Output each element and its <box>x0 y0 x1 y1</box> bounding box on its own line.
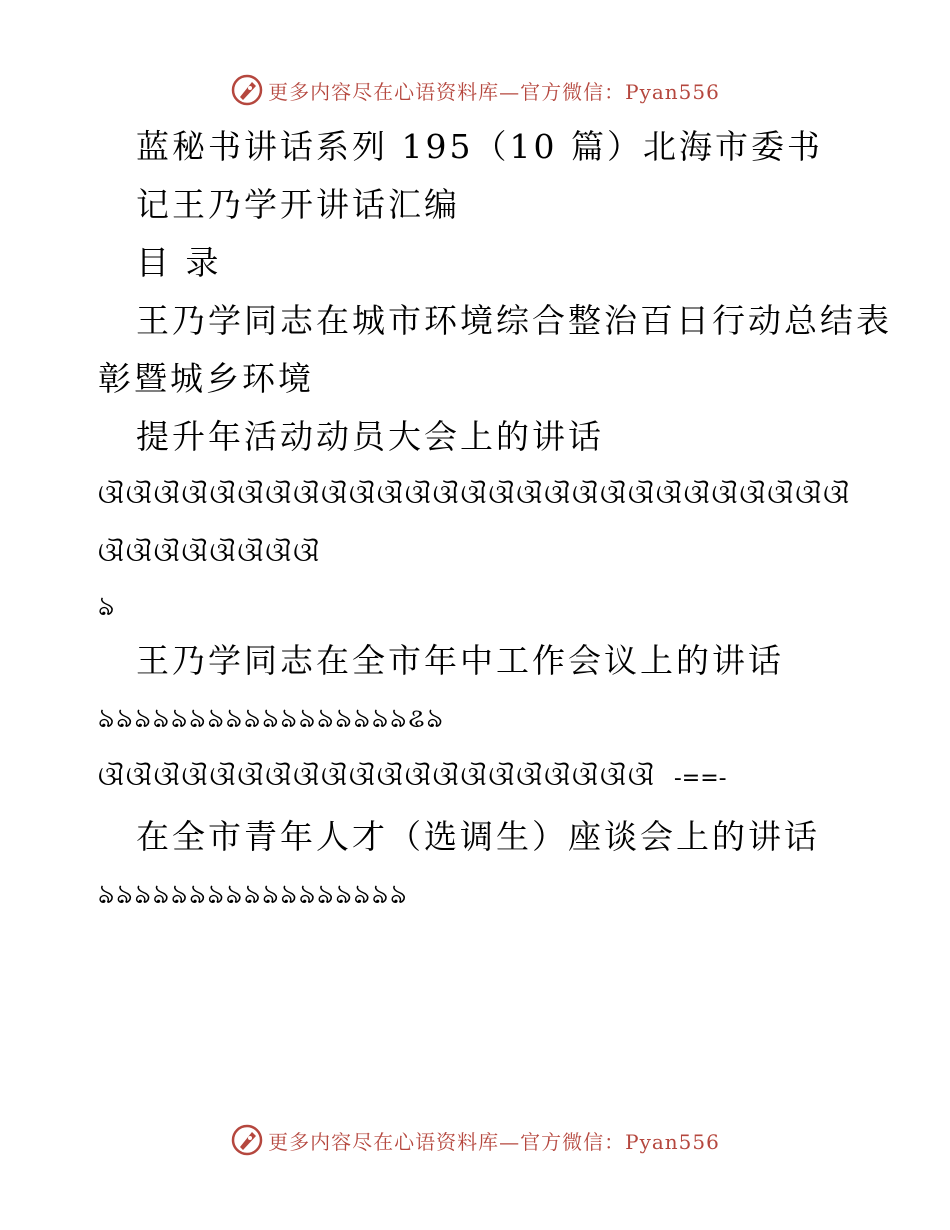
document-title-line-1: 蓝秘书讲话系列 195（10 篇）北海市委书 <box>136 127 823 166</box>
document-body <box>98 118 892 924</box>
page-header-banner <box>0 70 950 110</box>
toc-leader-1: ଔଔଔଔଔଔଔଔଔଔଔଔଔଔଔଔଔଔଔଔଔଔଔଔଔଔଔଔଔଔଔଔଔଔଔ <box>98 479 852 568</box>
toc-entry-1-line-3: 提升年活动动员大会上的讲话 <box>136 417 604 456</box>
page-footer-banner <box>0 1120 950 1160</box>
toc-entry-2: 王乃学同志在全市年中工作会议上的讲话 <box>136 641 784 680</box>
toc-leader-2b <box>98 748 858 808</box>
page-marker: -==- <box>673 766 727 791</box>
footer-banner-text: 更多内容尽在心语资料库—官方微信：Pyan556 <box>268 1129 720 1154</box>
header-banner-text: 更多内容尽在心语资料库—官方微信：Pyan556 <box>268 79 720 104</box>
toc-leader-3: ঌঌঌঌঌঌঌঌঌঌঌঌঌঌঌঌঌ <box>98 879 409 910</box>
toc-heading: 目 录 <box>136 243 222 282</box>
document-title-line-2: 记王乃学开讲话汇编 <box>136 185 460 224</box>
pen-nib-logo-icon <box>230 1123 264 1157</box>
toc-leader-2b-glyphs: ଔଔଔଔଔଔଔଔଔଔଔଔଔଔଔଔଔଔଔଔ <box>98 761 656 792</box>
toc-leader-2a: ঌঌঌঌঌঌঌঌঌঌঌঌঌঌঌঌঌଌঌ <box>98 703 445 734</box>
toc-entry-1-line-2: 彰暨城乡环境 <box>98 359 314 398</box>
toc-leader-1-tail: ঌ <box>98 591 117 622</box>
toc-entry-1-line-1: 王乃学同志在城市环境综合整治百日行动总结表 <box>136 301 892 340</box>
pen-nib-logo-icon <box>230 73 264 107</box>
toc-entry-3: 在全市青年人才（选调生）座谈会上的讲话 <box>136 817 820 856</box>
